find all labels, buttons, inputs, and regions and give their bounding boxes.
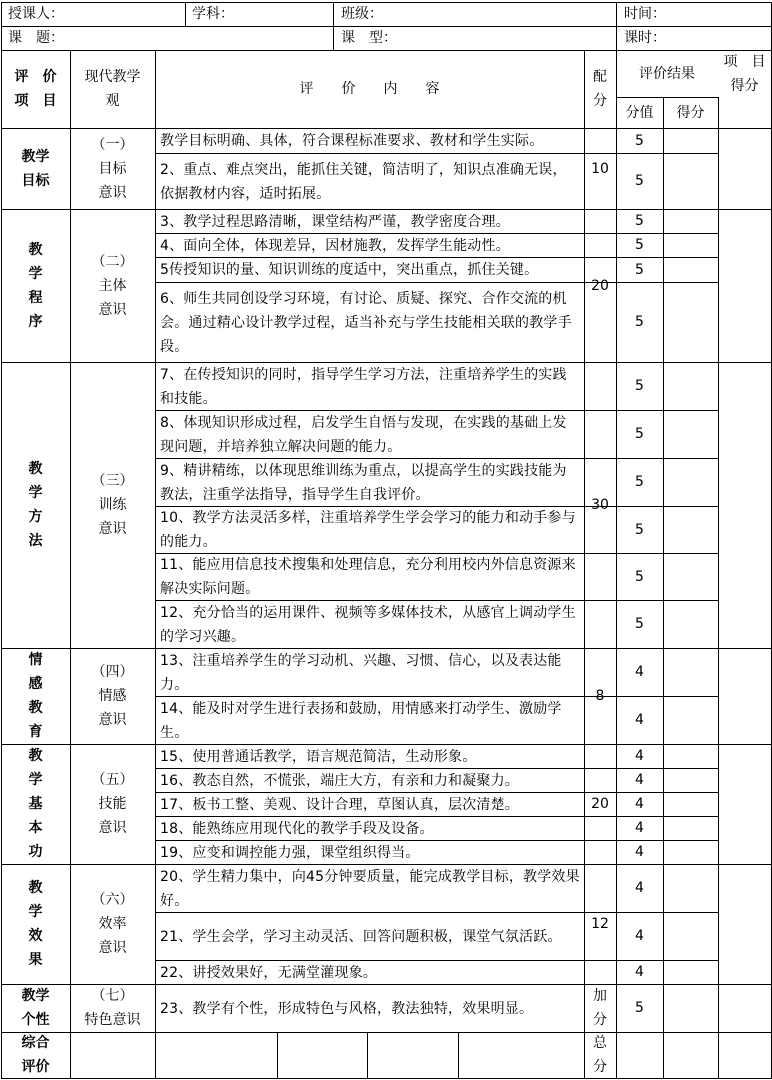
score-value: 5 <box>635 132 644 149</box>
group-score: 30 <box>591 497 609 513</box>
table-rule <box>1 1078 772 1079</box>
criterion-text: 16、教态自然，不慌张，端庄大方，有亲和力和凝聚力。 <box>160 772 520 789</box>
group-item: 教 学 基 本 功 <box>28 748 43 860</box>
column-item: 评 价 项 目 <box>14 69 57 109</box>
column-value: 分值 <box>625 104 654 121</box>
header-subject: 学科： <box>192 6 234 22</box>
score-value: 4 <box>635 748 644 764</box>
group-score: 20 <box>591 277 609 294</box>
criterion-text: 14、能及时对学生进行表扬和鼓励，用情感来打动学生、激励学生。 <box>160 700 562 741</box>
column-concept: 现代教学 观 <box>84 69 141 109</box>
criterion-text: 18、能熟练应用现代化的教学手段及设备。 <box>160 820 434 837</box>
group-concept: （一） 目标 意识 <box>91 136 134 201</box>
footer-item: 综合 评价 <box>21 1035 50 1075</box>
header-teacher: 授课人： <box>8 6 64 22</box>
column-content: 评 价 内 容 <box>299 81 440 97</box>
criterion-text: 21、学生会学，学习主动灵活、回答问题积极，课堂气氛活跃。 <box>160 928 562 945</box>
column-score: 配 分 <box>593 69 607 109</box>
score-value: 5 <box>635 616 644 632</box>
table-rule <box>333 2 334 51</box>
criterion-text: 20、学生精力集中，向45分钟要质量，能完成教学目标，教学效果好。 <box>160 868 580 909</box>
table-rule <box>718 97 719 1079</box>
table-rule <box>1 1032 772 1033</box>
score-value: 4 <box>635 880 644 896</box>
score-value: 4 <box>635 772 644 788</box>
criterion-text: 3、教学过程思路清晰，课堂结构严谨，教学密度合理。 <box>160 213 510 230</box>
criterion-text: 2、重点、难点突出，能抓住关键，简洁明了，知识点准确无误，依据教材内容，适时拓展。 <box>160 161 567 202</box>
table-rule <box>277 1032 278 1079</box>
score-value: 4 <box>635 820 644 836</box>
score-value: 5 <box>635 237 644 253</box>
column-item-score: 项 目 得分 <box>723 53 766 94</box>
criterion-text: 10、教学方法灵活多样，注重培养学生学会学习的能力和动手参与的能力。 <box>160 510 576 550</box>
column-result: 评价结果 <box>639 65 695 82</box>
group-score: 12 <box>591 916 609 932</box>
score-value: 4 <box>635 796 644 812</box>
score-value: 5 <box>635 474 644 490</box>
group-score: 加 分 <box>593 988 607 1028</box>
table-rule <box>616 2 617 51</box>
criterion-text: 11、能应用信息技术搜集和处理信息，充分利用校内外信息资源来解决实际问题。 <box>160 557 576 597</box>
group-item: 情 感 教 育 <box>28 652 43 740</box>
score-value: 5 <box>635 426 644 442</box>
criterion-text: 9、精讲精练，以体现思维训练为重点，以提高学生的实践技能为教法，注重学法指导，指导学生自我评价。 <box>160 462 567 503</box>
group-concept: （四） 情感 意识 <box>91 664 134 728</box>
group-concept: （三） 训练 意识 <box>91 473 134 537</box>
criterion-text: 13、注重培养学生的学习动机、兴趣、习惯、信心，以及表达能力。 <box>160 652 562 693</box>
score-value: 4 <box>635 664 644 680</box>
criterion-text: 4、面向全体，体现差异，因材施教，发挥学生能动性。 <box>160 237 510 254</box>
header-topic: 课 题： <box>8 30 64 46</box>
criterion-text: 12、充分恰当的运用课件、视频等多媒体技术，从感官上调动学生的学习兴趣。 <box>160 604 576 645</box>
header-class: 班级： <box>341 6 383 22</box>
score-value: 5 <box>635 261 644 278</box>
footer-total: 总 分 <box>593 1035 607 1075</box>
header-hours: 课时： <box>624 30 666 46</box>
group-score: 20 <box>591 796 609 812</box>
score-value: 5 <box>635 314 644 330</box>
group-concept: （六） 效率 意识 <box>91 892 134 956</box>
criterion-text: 教学目标明确、具体，符合课程标准要求、教材和学生实际。 <box>160 133 544 149</box>
table-rule <box>663 97 664 1079</box>
group-score: 8 <box>595 688 605 704</box>
score-value: 4 <box>635 928 644 944</box>
criterion-text: 22、讲授效果好，无满堂灌现象。 <box>160 964 378 981</box>
score-value: 5 <box>635 378 644 394</box>
criterion-text: 6、师生共同创设学习环境，有讨论、质疑、探究、合作交流的机会。通过精心设计教学过程，适当补充与学生技能相关联的教学手段。 <box>160 290 572 355</box>
criterion-text: 5传授知识的量、知识训练的度适中，突出重点，抓住关键。 <box>160 262 539 278</box>
header-type: 课 型： <box>341 30 397 46</box>
table-rule <box>367 1032 368 1079</box>
criterion-text: 8、体现知识形成过程，启发学生自悟与发现，在实践的基础上发现问题，并培养独立解决问题的能力。 <box>160 414 567 455</box>
table-rule <box>1 2 772 3</box>
table-rule <box>458 1032 459 1079</box>
group-score: 10 <box>591 160 609 177</box>
group-item: 教学 目标 <box>21 148 50 189</box>
criterion-text: 17、板书工整、美观、设计合理，草图认真，层次清楚。 <box>160 796 520 813</box>
score-value: 4 <box>635 712 644 728</box>
group-item: 教 学 程 序 <box>28 241 43 330</box>
table-rule <box>1 26 772 27</box>
score-value: 4 <box>635 964 644 980</box>
criterion-text: 19、应变和调控能力强，课堂组织得当。 <box>160 844 420 861</box>
criterion-text: 23、教学有个性，形成特色与风格，教法独特，效果明显。 <box>160 1000 534 1017</box>
header-time: 时间： <box>624 6 666 22</box>
score-value: 5 <box>635 568 644 585</box>
score-value: 4 <box>635 844 644 860</box>
group-concept: （二） 主体 意识 <box>91 253 134 318</box>
group-concept: （五） 技能 意识 <box>91 772 134 836</box>
group-item: 教学 个性 <box>21 988 50 1028</box>
score-value: 5 <box>635 213 644 229</box>
score-value: 5 <box>635 521 644 538</box>
score-value: 5 <box>635 1000 644 1016</box>
group-item: 教 学 效 果 <box>28 880 43 968</box>
table-rule <box>185 2 186 27</box>
criterion-text: 7、在传授知识的同时，指导学生学习方法，注重培养学生的实践和技能。 <box>160 366 567 407</box>
group-concept: （七） 特色意识 <box>84 988 141 1028</box>
column-got: 得分 <box>676 104 705 121</box>
group-item: 教 学 方 法 <box>28 461 43 549</box>
criterion-text: 15、使用普通话教学，语言规范简洁，生动形象。 <box>160 748 477 765</box>
score-value: 5 <box>635 173 644 189</box>
